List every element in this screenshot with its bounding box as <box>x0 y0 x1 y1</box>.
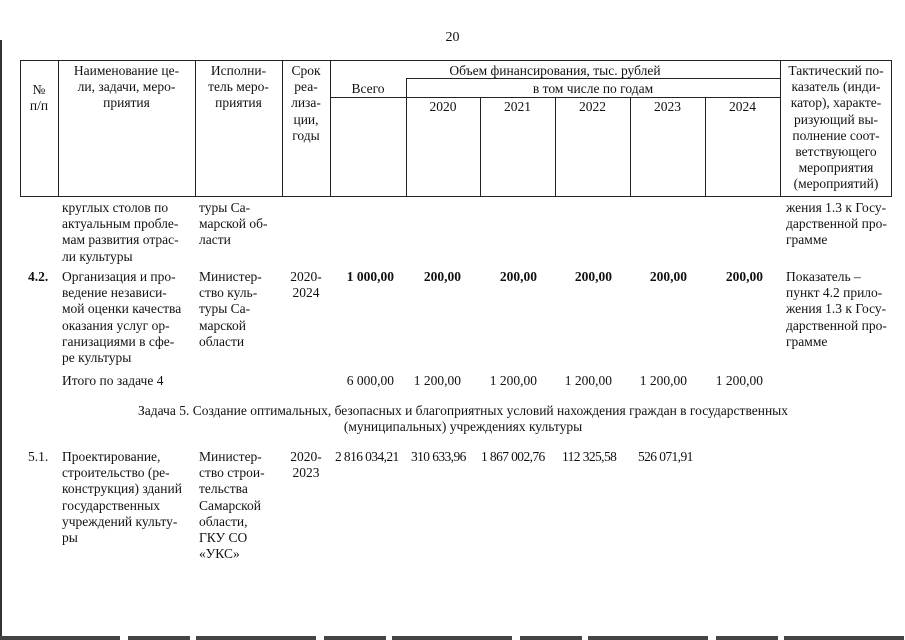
task-4-total-2022: 1 200,00 <box>564 373 612 388</box>
cont-executor: туры Са- марской об- ласти <box>199 200 268 248</box>
task-4-total-label: Итого по задаче 4 <box>62 373 164 388</box>
row-5-1-2023: 526 071,91 <box>638 449 693 464</box>
header-total: Всего <box>351 81 385 96</box>
task-4-total-2020: 1 200,00 <box>413 373 461 388</box>
header-executor: Исполни- тель меро- приятия <box>208 63 269 111</box>
row-4-2-name: Организация и про- ведение независи- мой оценки качества оказания услуг ор- ганизациями в сфе- ре культуры <box>62 269 182 366</box>
cont-name: круглых столов по актуальным пробле- мам развития отрас- ли культуры <box>62 200 179 264</box>
header-year-2024: 2024 <box>729 99 756 114</box>
header-indicator: Тактический по- казатель (инди- катор), характе- ризующий вы- полнение соот- ветствующего мероприятия (мероприятий) <box>788 63 884 192</box>
scan-left-border <box>0 40 2 640</box>
row-4-2-2020: 200,00 <box>423 269 461 284</box>
task-4-total-2021: 1 200,00 <box>489 373 537 388</box>
row-5-1-executor: Министер- ство строи- тельства Самарской области, ГКУ СО «УКС» <box>199 449 265 562</box>
header-year-2023: 2023 <box>654 99 681 114</box>
row-4-2-num: 4.2. <box>28 269 49 284</box>
row-5-1-name: Проектирование, строительство (ре- конструкция) зданий государственных учреждений культу- ры <box>62 449 182 546</box>
header-year-2020: 2020 <box>429 99 457 114</box>
row-4-2-2022: 200,00 <box>574 269 612 284</box>
task-5-heading: Задача 5. Создание оптимальных, безопасных и благоприятных условий нахождения граждан в государственных (муниципальных) учреждениях культуры <box>137 403 788 435</box>
header-year-2021: 2021 <box>504 99 531 114</box>
row-4-2-term: 2020- 2024 <box>290 269 322 301</box>
header-financing: Объем финансирования, тыс. рублей <box>449 63 661 78</box>
row-5-1-2020: 310 633,96 <box>411 449 466 464</box>
row-4-2-total: 1 000,00 <box>346 269 394 284</box>
row-5-1-num: 5.1. <box>28 449 49 464</box>
header-name: Наименование це- ли, задачи, меро- приятия <box>73 63 180 111</box>
task-4-total-2023: 1 200,00 <box>639 373 687 388</box>
header-by-years: в том числе по годам <box>532 81 654 96</box>
row-5-1-2022: 112 325,58 <box>562 449 617 464</box>
row-4-2-2024: 200,00 <box>725 269 763 284</box>
header-term: Срок реа- лиза- ции, годы <box>291 63 321 143</box>
row-4-2-executor: Министер- ство куль- туры Са- марской области <box>199 269 262 349</box>
row-4-2-2023: 200,00 <box>649 269 687 284</box>
row-4-2-2021: 200,00 <box>499 269 537 284</box>
task-4-total-2024: 1 200,00 <box>715 373 763 388</box>
cont-indicator: жения 1.3 к Госу- дарственной про- грамме <box>786 200 887 248</box>
header-num: № п/п <box>29 82 49 114</box>
row-5-1-total: 2 816 034,21 <box>335 449 399 464</box>
header-year-2022: 2022 <box>579 99 606 114</box>
task-4-total-sum: 6 000,00 <box>346 373 394 388</box>
scan-bottom-edge <box>0 636 905 640</box>
page-number: 20 <box>445 30 460 45</box>
row-4-2-indicator: Показатель – пункт 4.2 прило- жения 1.3 к Госу- дарственной про- грамме <box>786 269 887 349</box>
row-5-1-term: 2020- 2023 <box>290 449 322 481</box>
row-5-1-2021: 1 867 002,76 <box>481 449 545 464</box>
